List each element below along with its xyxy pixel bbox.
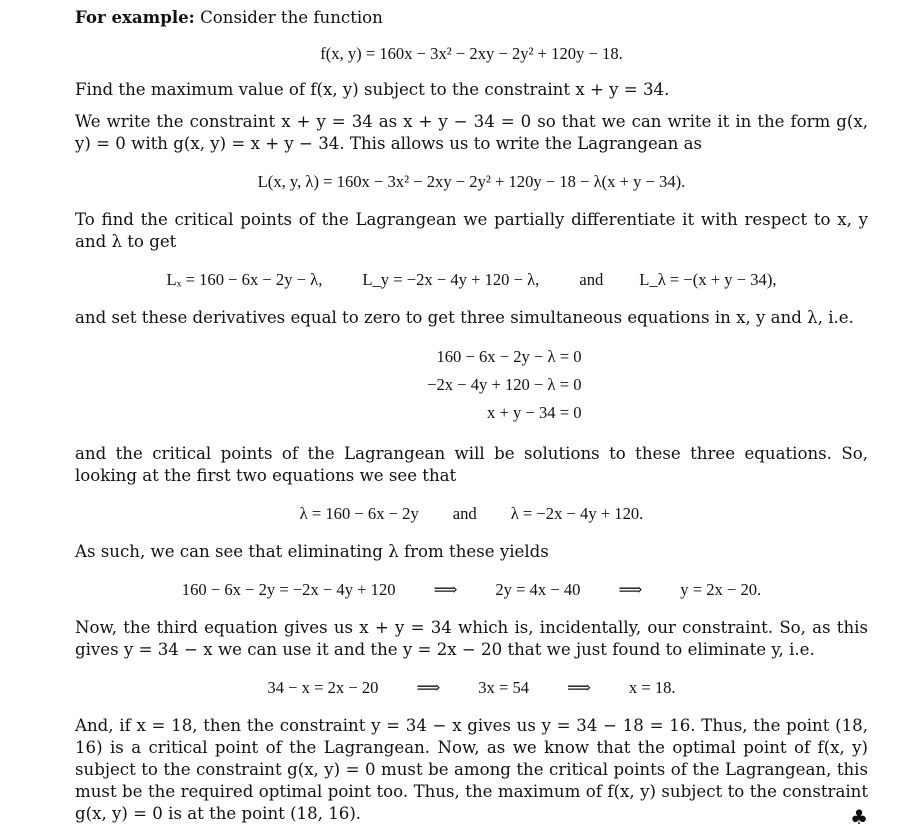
chain1-arrow-1: ⟹ xyxy=(433,580,458,599)
find-paragraph: Find the maximum value of f(x, y) subject to the constraint x + y = 34. xyxy=(75,80,670,99)
intro-paragraph xyxy=(75,6,868,29)
end-of-example-club-icon: ♣ xyxy=(850,805,868,829)
conclusion-paragraph: And, if x = 18, then the constraint y = 34 − x gives us y = 34 − 18 = 16. Thus, the point (18, 16) is a critical point of the Lagrangean. Now, as we know that the optimal point of f(x, y) subject to the constraint g(x, y) = 0 must be among the critical points of the Lagrangean, this must be the required optimal point too. Thus, the maximum of f(x, y) subject to the constraint g(x, y) = 0 is at the point (18, 16). xyxy=(75,716,868,823)
third-equation-paragraph: Now, the third equation gives us x + y = 34 which is, incidentally, our constraint. So, as this gives y = 34 − x we can use it and the y = 2x − 20 that we just found to eliminate y, i.e. xyxy=(75,618,868,659)
lambda-equations xyxy=(75,503,868,525)
lagrangean-equation: L(x, y, λ) = 160x − 3x² − 2xy − 2y² + 120y − 18 − λ(x + y − 34). xyxy=(257,172,686,191)
intro-bold-label: For example: xyxy=(75,7,195,27)
equation-system xyxy=(362,343,582,427)
chain1-step-c: y = 2x − 20. xyxy=(680,580,762,599)
partial-derivatives xyxy=(75,269,868,291)
chain2-step-a: 34 − x = 2x − 20 xyxy=(267,678,379,697)
partial-lambda: L_λ = −(x + y − 34), xyxy=(639,270,777,289)
system-equation-2: −2x − 4y + 120 − λ = 0 xyxy=(427,375,582,394)
partials-and: and xyxy=(579,270,604,289)
chain2-arrow-1: ⟹ xyxy=(416,678,441,697)
lambda-second: λ = −2x − 4y + 120. xyxy=(510,504,644,523)
partial-y: L_y = −2x − 4y + 120 − λ, xyxy=(362,270,540,289)
elimination-chain xyxy=(75,579,868,601)
chain2-step-c: x = 18. xyxy=(628,678,676,697)
intro-text: Consider the function xyxy=(194,8,383,27)
chain1-arrow-2: ⟹ xyxy=(618,580,643,599)
chain1-step-a: 160 − 6x − 2y = −2x − 4y + 120 xyxy=(181,580,396,599)
lambda-first: λ = 160 − 6x − 2y xyxy=(299,504,419,523)
chain1-step-b: 2y = 4x − 40 xyxy=(495,580,581,599)
substitution-chain xyxy=(75,677,868,699)
system-equation-1: 160 − 6x − 2y − λ = 0 xyxy=(436,347,582,366)
document-page xyxy=(75,6,868,825)
constraint-paragraph: We write the constraint x + y = 34 as x + y − 34 = 0 so that we can write it in the form g(x, y) = 0 with g(x, y) = x + y − 34. This allows us to write the Lagrangean as xyxy=(75,112,868,153)
chain2-arrow-2: ⟹ xyxy=(567,678,591,697)
set-paragraph: and set these derivatives equal to zero to get three simultaneous equations in x, y and λ, i.e. xyxy=(75,308,854,327)
chain2-step-b: 3x = 54 xyxy=(478,678,530,697)
eliminate-paragraph: As such, we can see that eliminating λ from these yields xyxy=(75,542,549,561)
solutions-paragraph: and the critical points of the Lagrangean will be solutions to these three equations. So, looking at the first two equations we see that xyxy=(75,444,868,485)
critical-paragraph: To find the critical points of the Lagrangean we partially differentiate it with respect to x, y and λ to get xyxy=(75,210,868,251)
system-equation-3: x + y − 34 = 0 xyxy=(487,403,582,422)
lambda-and: and xyxy=(452,504,477,523)
partial-x: Lₓ = 160 − 6x − 2y − λ, xyxy=(166,270,323,289)
function-equation: f(x, y) = 160x − 3x² − 2xy − 2y² + 120y − 18. xyxy=(320,44,623,63)
